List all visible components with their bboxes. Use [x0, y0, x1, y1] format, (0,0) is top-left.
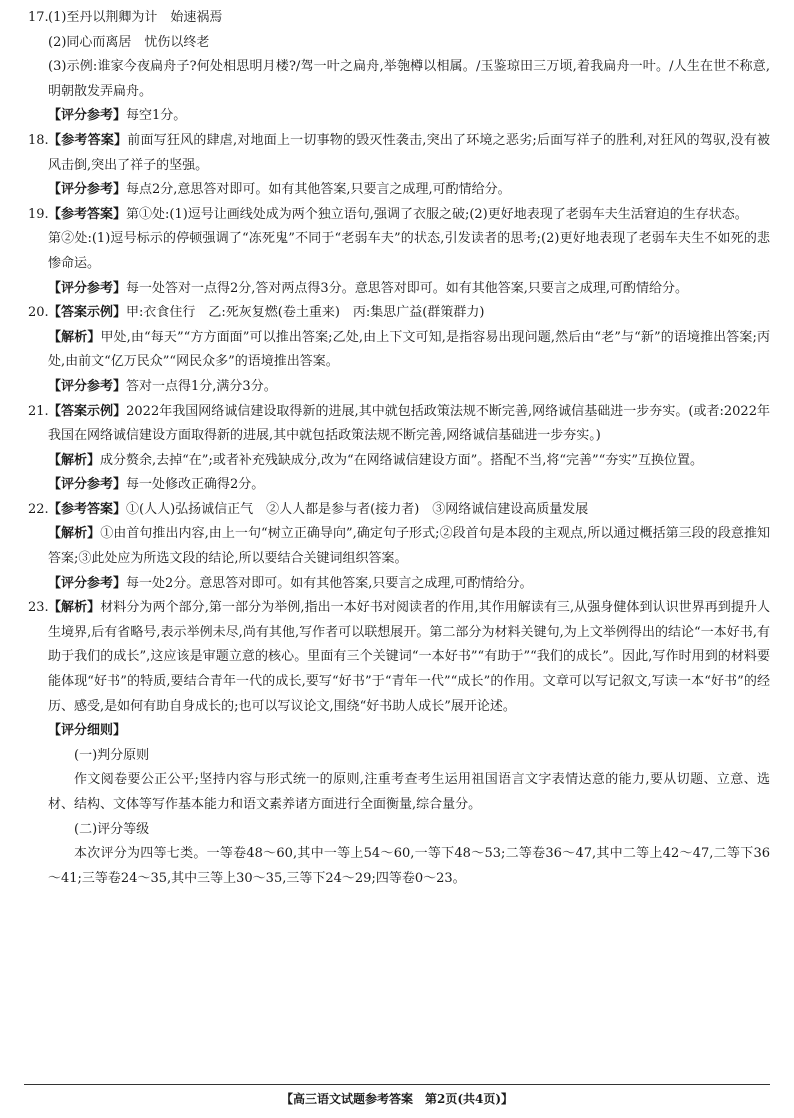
question-number: 23.: [28, 600, 49, 616]
analysis-text: ①由首句推出内容,由上一句“树立正确导向”,确定句子形式;②段首句是本段的主观点,所以通过概括第三段的段意推知答案;③此处应为所选文段的结论,所以要结合关键词组织答案。: [48, 526, 770, 567]
answer-tag: 【答案示例】: [48, 403, 127, 419]
answer-line-3: (3)示例:谁家今夜扁舟子?何处相思明月楼?/驾一叶之扁舟,举匏樽以相属。/玉鉴琼田三万顷,着我扁舟一叶。/人生在世不称意,明朝散发弄扁舟。: [48, 59, 770, 99]
question-number: 19.: [28, 206, 49, 222]
answer-text-1: 第①处:(1)逗号让画线处成为两个独立语句,强调了衣服之破;(2)更好地表现了老弱车夫生活窘迫的生存状态。: [126, 206, 748, 222]
score-text: 每一处2分。意思答对即可。如有其他答案,只要言之成理,可酌情给分。: [126, 575, 533, 591]
analysis-text: 材料分为两个部分,第一部分为举例,指出一本好书对阅读者的作用,其作用解读有三,从强身健体到认识世界再到提升人生境界,后有省略号,表示举例未尽,尚有其他,写作者可以联想展开。第二部分为材料关键句,为上文举例得出的结论“一本好书,有助于我们的成长”,这应该是审题立意的核心。里面有三个关键词“一本好书”“有助于”“我们的成长”。因此,写作时用到的材料要能体现“好书”的特质,要结合青年一代的成长,要写“好书”于“青年一代”“成长”的作用。文章可以写记叙文,写读一本“好书”的经历、感受,是如何有助自身成长的;也可以写议论文,围绕“好书助人成长”展开论述。: [48, 600, 770, 714]
question-23: [28, 596, 770, 891]
score-tag: 【评分参考】: [48, 477, 127, 493]
score-tag: 【评分参考】: [48, 182, 127, 198]
answer-text: ①(人人)弘扬诚信正气 ②人人都是参与者(接力者) ③网络诚信建设高质量发展: [126, 501, 589, 517]
score-tag: 【评分参考】: [48, 378, 127, 394]
answer-text-2: 第②处:(1)逗号标示的停顿强调了“冻死鬼”不同于“老弱车夫”的状态,引发读者的思考;(2)更好地表现了老弱车夫生不如死的悲惨命运。: [48, 231, 770, 271]
question-number: 18.: [28, 132, 49, 148]
question-19: [28, 203, 770, 301]
section-2-text: 本次评分为四等七类。一等卷48～60,其中一等上54～60,一等下48～53;二等卷36～47,其中二等上42～47,二等下36～41;三等卷24～35,其中三等上30～35,三等下24～29;四等卷0～23。: [48, 846, 770, 886]
question-number: 20.: [28, 305, 49, 321]
analysis-text: 成分赘余,去掉“在”;或者补充残缺成分,改为“在网络诚信建设方面”。搭配不当,将“完善”“夯实”互换位置。: [100, 452, 703, 468]
analysis-tag: 【解析】: [48, 452, 101, 468]
answer-text: 前面写狂风的肆虐,对地面上一切事物的毁灭性袭击,突出了环境之恶劣;后面写祥子的胜利,对狂风的驾驭,没有被风击倒,突出了祥子的坚强。: [48, 132, 770, 173]
answer-text: 2022年我国网络诚信建设取得新的进展,其中就包括政策法规不断完善,网络诚信基础进一步夯实。(或者:2022年我国在网络诚信建设方面取得新的进展,其中就包括政策法规不断完善,网络诚信基础进一步夯实。): [48, 403, 770, 444]
section-1-title: (一)判分原则: [74, 747, 150, 763]
question-number: 21.: [28, 403, 49, 419]
score-text: 每点2分,意思答对即可。如有其他答案,只要言之成理,可酌情给分。: [126, 182, 511, 198]
question-22: [28, 498, 770, 596]
answer-line-2: (2)同心而离居 忧伤以终老: [48, 34, 210, 50]
score-tag: 【评分参考】: [48, 575, 127, 591]
section-1-text: 作文阅卷要公正公平;坚持内容与形式统一的原则,注重考查考生运用祖国语言文字表情达意的能力,要从切题、立意、选材、结构、文体等写作基本能力和语文素养诸方面进行全面衡量,综合量分。: [48, 772, 770, 812]
rules-tag: 【评分细则】: [48, 723, 127, 739]
analysis-tag: 【解析】: [48, 329, 101, 345]
analysis-text: 甲处,由“每天”“方方面面”可以推出答案;乙处,由上下文可知,是指容易出现问题,然后由“老”与“新”的语境推出答案;丙处,由前文“亿万民众”“网民众多”的语境推出答案。: [48, 329, 770, 370]
footer-divider: [24, 1084, 770, 1085]
analysis-tag: 【解析】: [48, 600, 101, 616]
analysis-tag: 【解析】: [48, 526, 101, 542]
page-footer: 【高三语文试题参考答案 第2页(共4页)】: [280, 1092, 514, 1106]
question-number: 17.: [28, 10, 49, 25]
question-17: [28, 6, 770, 129]
answer-tag: 【参考答案】: [48, 501, 127, 517]
score-tag: 【评分参考】: [48, 108, 127, 124]
score-text: 每空1分。: [126, 108, 187, 124]
answer-line-1: (1)至丹以荆卿为计 始速祸焉: [48, 10, 223, 25]
score-tag: 【评分参考】: [48, 280, 127, 296]
answer-tag: 【参考答案】: [48, 132, 128, 148]
question-18: [28, 129, 770, 203]
score-text: 每一处修改正确得2分。: [126, 477, 265, 493]
answer-tag: 【参考答案】: [48, 206, 127, 222]
answer-tag: 【答案示例】: [48, 305, 127, 321]
question-number: 22.: [28, 501, 49, 517]
answer-text: 甲:衣食住行 乙:死灰复燃(卷土重来) 丙:集思广益(群策群力): [126, 305, 485, 321]
question-21: [28, 400, 770, 498]
section-2-title: (二)评分等级: [74, 821, 150, 837]
score-text: 每一处答对一点得2分,答对两点得3分。意思答对即可。如有其他答案,只要言之成理,可酌情给分。: [126, 280, 688, 296]
score-text: 答对一点得1分,满分3分。: [126, 378, 277, 394]
question-20: [28, 301, 770, 399]
